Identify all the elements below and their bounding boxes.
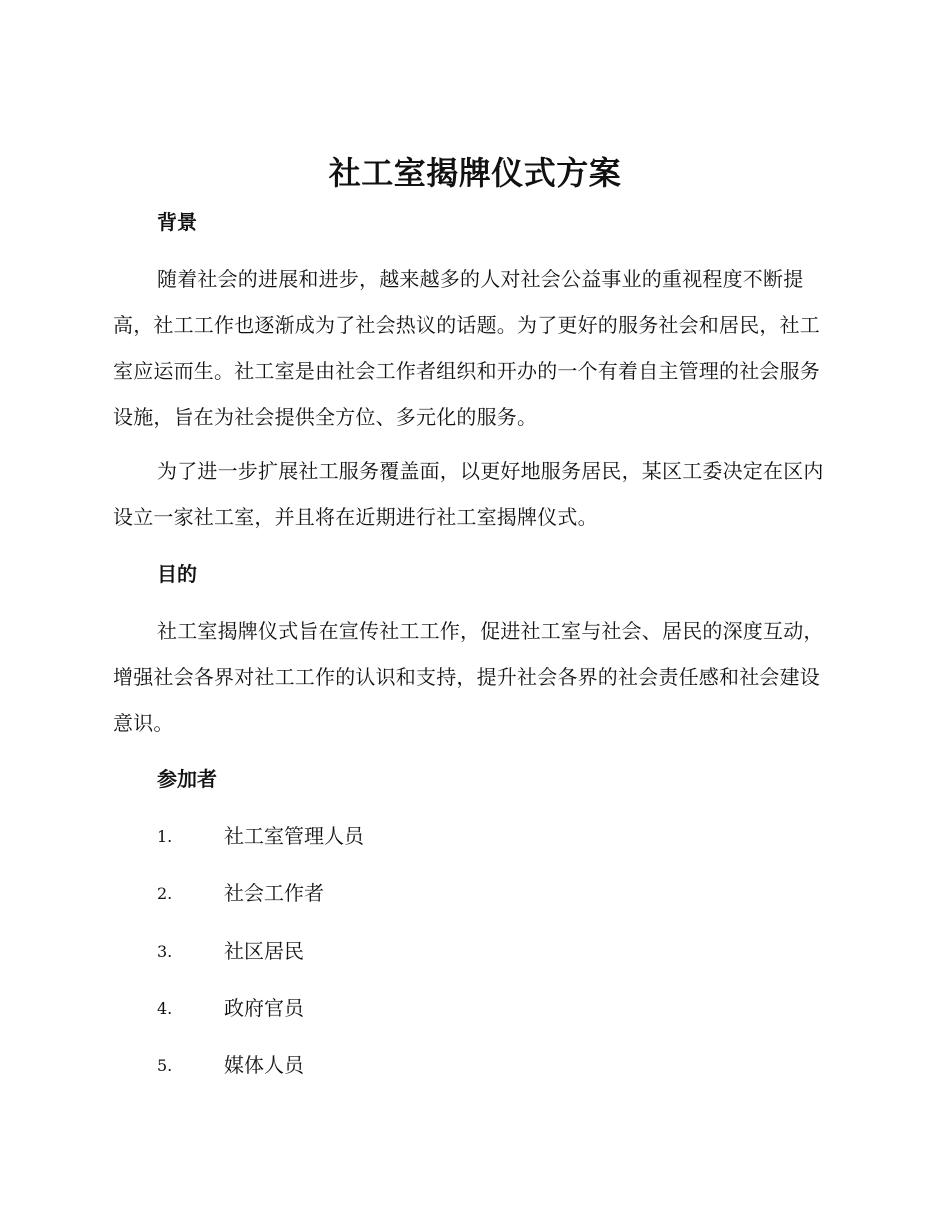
section-heading-purpose: 目的 [157,562,197,586]
list-item-text: 社会工作者 [224,881,324,905]
list-item-text: 社工室管理人员 [224,824,364,848]
list-item-number: 3. [157,942,173,961]
list-item-number: 1. [157,827,173,846]
list-item-number: 5. [157,1056,173,1075]
paragraph-background-1: 随着社会的进展和进步，越来越多的人对社会公益事业的重视程度不断提高，社工工作也逐渐成为了社会热议的话题。为了更好的服务社会和居民，社工室应运而生。社工室是由社会工作者组织和开办的一个有着自主管理的社会服务设施，旨在为社会提供全方位、多元化的服务。 [113,267,820,429]
section-heading-participants: 参加者 [157,767,217,791]
list-item-text: 媒体人员 [224,1053,304,1077]
section-heading-background: 背景 [157,210,197,234]
list-item-text: 社区居民 [224,939,304,963]
document-title: 社工室揭牌仪式方案 [328,154,622,192]
list-item-number: 2. [157,884,173,903]
list-item-text: 政府官员 [224,996,304,1020]
paragraph-purpose-1: 社工室揭牌仪式旨在宣传社工工作，促进社工室与社会、居民的深度互动，增强社会各界对社工工作的认识和支持，提升社会各界的社会责任感和社会建设意识。 [113,619,824,735]
list-item-number: 4. [157,999,173,1018]
paragraph-background-2: 为了进一步扩展社工服务覆盖面，以更好地服务居民，某区工委决定在区内设立一家社工室，并且将在近期进行社工室揭牌仪式。 [113,459,824,529]
